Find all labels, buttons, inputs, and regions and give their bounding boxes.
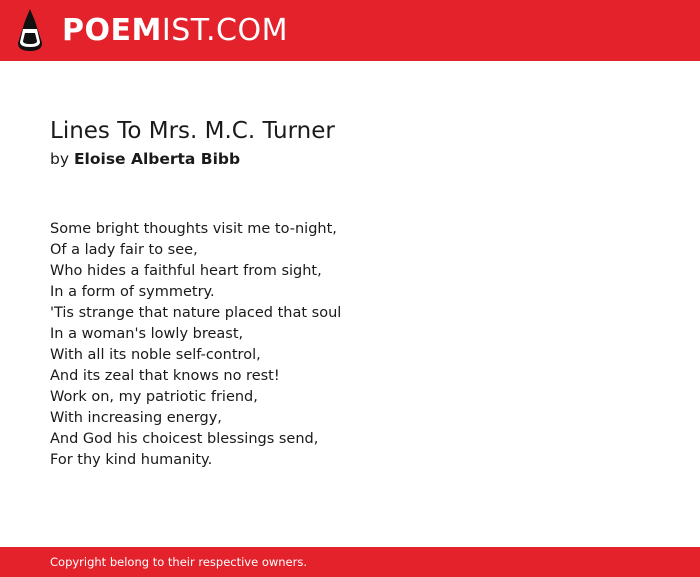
poem-line: Who hides a faithful heart from sight, xyxy=(50,263,322,279)
poem-line: Work on, my patriotic friend, xyxy=(50,389,258,405)
poem-body xyxy=(50,219,341,471)
poem-line: Of a lady fair to see, xyxy=(50,242,198,258)
poem-line: With increasing energy, xyxy=(50,410,222,426)
author-link[interactable]: Eloise Alberta Bibb xyxy=(73,150,241,168)
pencil-tip-icon[interactable] xyxy=(17,9,43,53)
site-footer xyxy=(0,547,700,577)
poem-line: In a form of symmetry. xyxy=(50,284,215,300)
site-header xyxy=(0,0,700,61)
poem-line: 'Tis strange that nature placed that soul xyxy=(50,305,342,321)
brand-name-bold: POEM xyxy=(62,13,162,48)
brand-name-light: IST.COM xyxy=(161,13,288,48)
poem-line: With all its noble self-control, xyxy=(50,347,261,363)
copyright-notice: Copyright belong to their respective owners. xyxy=(50,555,308,569)
poem-line: And its zeal that knows no rest! xyxy=(50,368,280,384)
poem-line: In a woman's lowly breast, xyxy=(50,326,244,342)
poem-heading xyxy=(50,116,335,170)
poem-title: Lines To Mrs. M.C. Turner xyxy=(50,118,335,144)
poem-line: For thy kind humanity. xyxy=(50,452,213,468)
by-label: by xyxy=(50,150,70,168)
byline xyxy=(50,148,335,170)
poem-line: And God his choicest blessings send, xyxy=(50,431,319,447)
site-logo-link[interactable] xyxy=(62,12,288,50)
poem-line: Some bright thoughts visit me to-night, xyxy=(50,221,337,237)
